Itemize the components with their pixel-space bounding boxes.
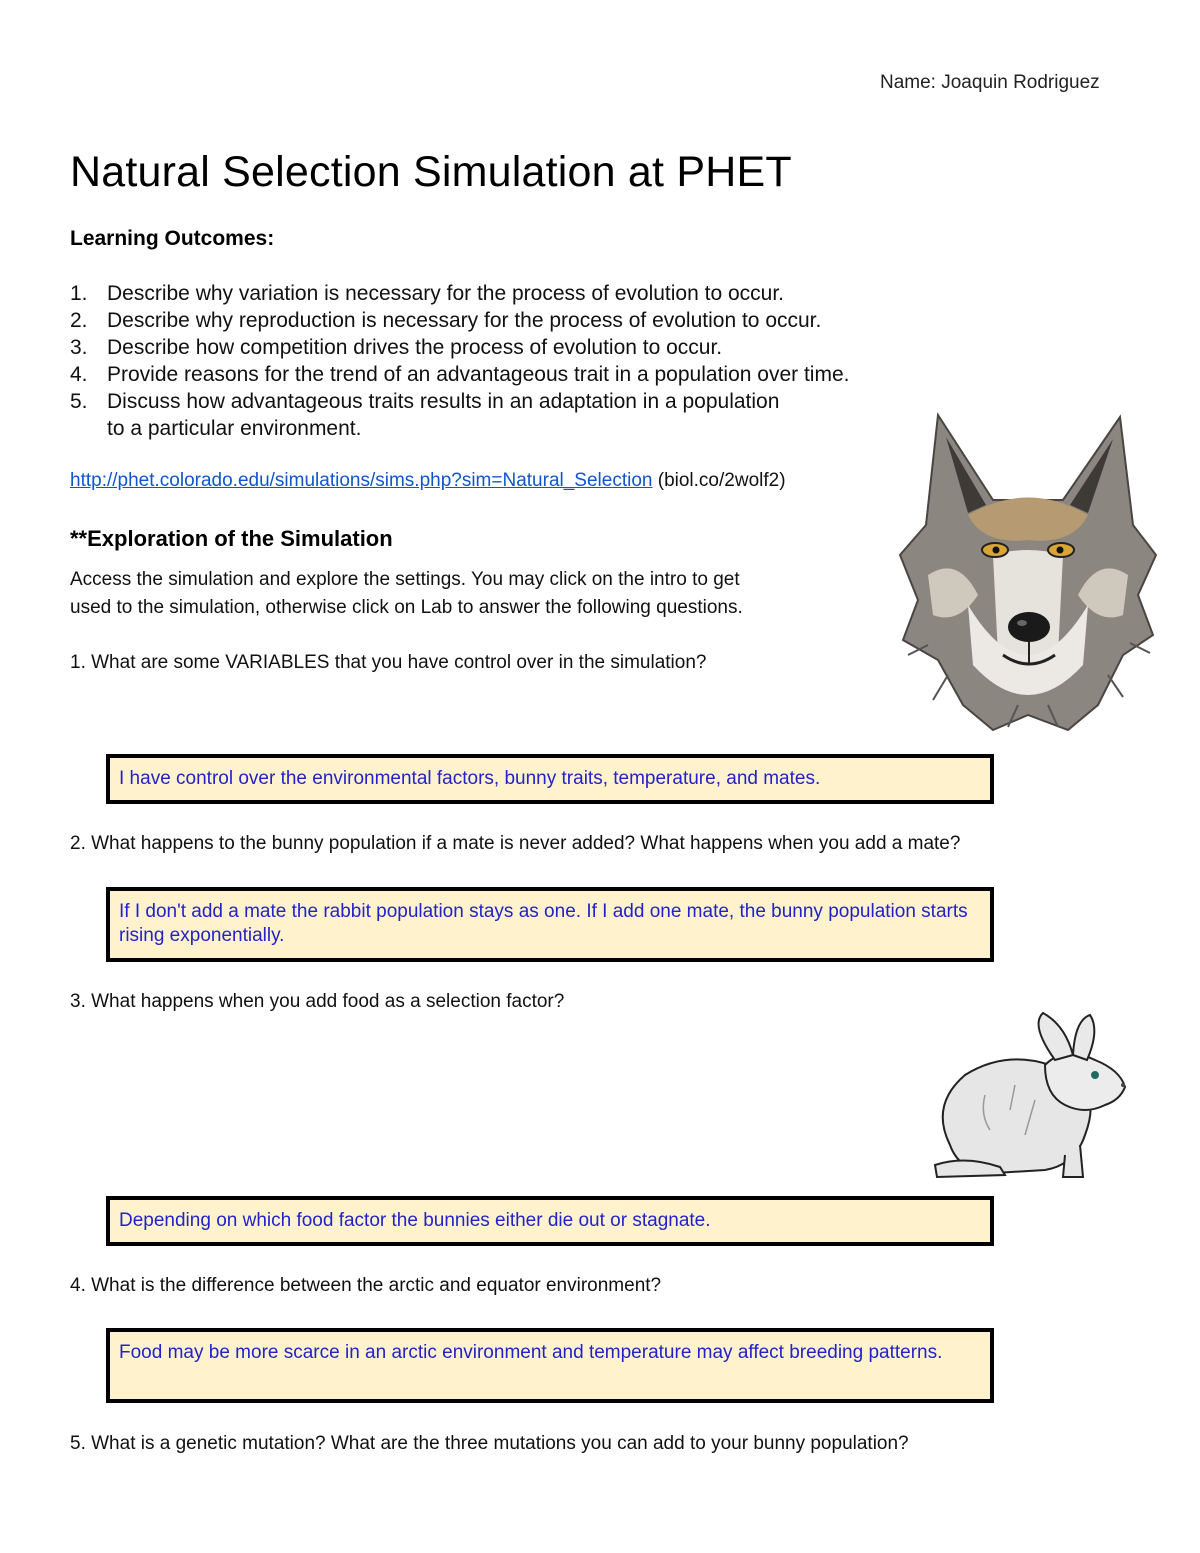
wolf-illustration (898, 405, 1158, 735)
list-item-continuation: to a particular environment. (107, 417, 362, 440)
list-item: 1. Describe why variation is necessary for the process of evolution to occur. (70, 282, 784, 305)
answer-box-2[interactable]: If I don't add a mate the rabbit population stays as one. If I add one mate, the bunny population starts rising exponentially. (106, 887, 994, 962)
question-4: 4. What is the difference between the arctic and equator environment? (70, 1275, 662, 1296)
question-1: 1. What are some VARIABLES that you have control over in the simulation? (70, 652, 707, 673)
answer-box-4[interactable]: Food may be more scarce in an arctic environment and temperature may affect breeding patterns. (106, 1328, 994, 1403)
answer-box-1[interactable]: I have control over the environmental factors, bunny traits, temperature, and mates. (106, 754, 994, 804)
page-title: Natural Selection Simulation at PHET (70, 148, 792, 196)
wolf-icon (900, 415, 1156, 730)
simulation-link-line (70, 470, 786, 492)
list-item: 2. Describe why reproduction is necessary for the process of evolution to occur. (70, 309, 822, 332)
list-item: 4. Provide reasons for the trend of an advantageous trait in a population over time. (70, 363, 850, 386)
question-5: 5. What is a genetic mutation? What are the three mutations you can add to your bunny population? (70, 1433, 909, 1454)
short-link: (biol.co/2wolf2) (652, 470, 786, 491)
rabbit-icon (935, 1013, 1125, 1177)
question-3: 3. What happens when you add food as a selection factor? (70, 991, 565, 1012)
learning-outcomes-list (70, 280, 950, 442)
simulation-link[interactable]: http://phet.colorado.edu/simulations/sims.php?sim=Natural_Selection (70, 470, 653, 491)
exploration-intro: Access the simulation and explore the settings. You may click on the intro to get used to the simulation, otherwise click on Lab to answer the following questions. (70, 569, 743, 618)
learning-outcomes-heading: Learning Outcomes: (70, 227, 275, 250)
question-2: 2. What happens to the bunny population if a mate is never added? What happens when you add a mate? (70, 833, 961, 854)
student-name: Name: Joaquin Rodriguez (880, 72, 1100, 93)
rabbit-illustration (925, 1005, 1135, 1185)
answer-box-3[interactable]: Depending on which food factor the bunnies either die out or stagnate. (106, 1196, 994, 1246)
list-item: 5. Discuss how advantageous traits results in an adaptation in a population (70, 390, 780, 413)
exploration-heading: **Exploration of the Simulation (70, 526, 393, 551)
list-item: 3. Describe how competition drives the process of evolution to occur. (70, 336, 723, 359)
